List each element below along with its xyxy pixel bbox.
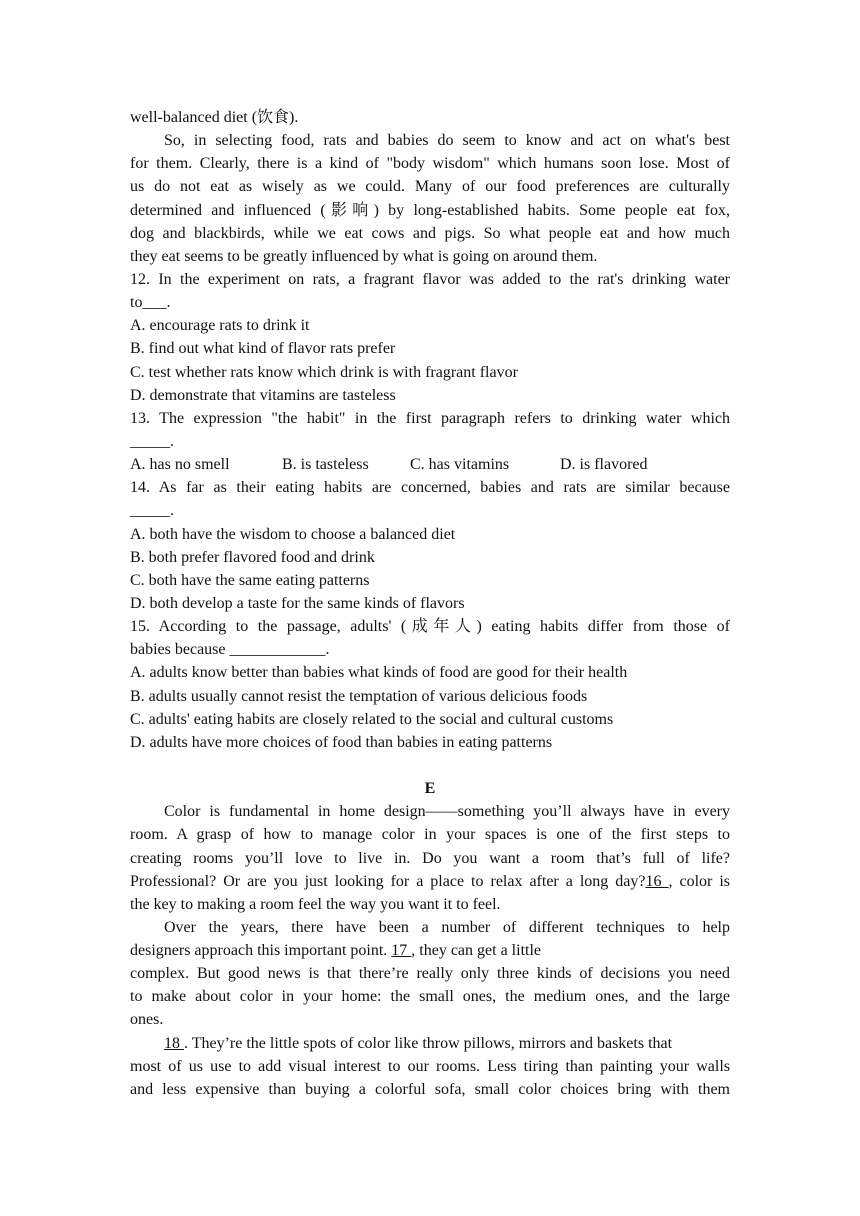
- question-14-option-d: D. both develop a taste for the same kinds of flavors: [130, 594, 465, 612]
- line-text: designers approach this important point.: [130, 942, 392, 960]
- question-12-option-c: C. test whether rats know which drink is with fragrant flavor: [130, 363, 518, 381]
- line-text: . They’re the little spots of color like throw pillows, mirrors and baskets that: [184, 1034, 673, 1052]
- paragraph-line: dog and blackbirds, while we eat cows and pigs. So what people eat and how much: [130, 224, 730, 242]
- line-text: , color is: [668, 872, 731, 890]
- question-15-option-a: A. adults know better than babies what kinds of food are good for their health: [130, 664, 628, 682]
- question-13-stem-end: _____.: [130, 432, 174, 450]
- question-14-option-b: B. both prefer flavored food and drink: [130, 548, 375, 566]
- question-13-stem: 13. The expression "the habit" in the first paragraph refers to drinking water which: [130, 409, 730, 427]
- question-15-stem: 15. According to the passage, adults' (成年人) eating habits differ from those of: [130, 618, 730, 636]
- question-15-option-b: B. adults usually cannot resist the temptation of various delicious foods: [130, 687, 588, 705]
- question-12-option-b: B. find out what kind of flavor rats prefer: [130, 340, 396, 358]
- question-12-stem: 12. In the experiment on rats, a fragrant flavor was added to the rat's drinking water: [130, 270, 730, 288]
- blank-line: [130, 754, 730, 777]
- paragraph-line: complex. But good news is that there’re really only three kinds of decisions you need: [130, 965, 730, 983]
- question-13-option-b: B. is tasteless: [282, 456, 369, 474]
- paragraph-line: determined and influenced (影响) by long-established habits. Some people eat fox,: [130, 201, 730, 219]
- text-line: well-balanced diet (饮食).: [130, 109, 299, 126]
- question-14-stem-end: _____.: [130, 502, 174, 520]
- paragraph-line: and less expensive than buying a colorful sofa, small color choices bring with them: [130, 1080, 730, 1098]
- paragraph-line: they eat seems to be greatly influenced by what is going on around them.: [130, 247, 598, 265]
- question-15-option-c: C. adults' eating habits are closely related to the social and cultural customs: [130, 710, 614, 728]
- question-13-option-c: C. has vitamins: [410, 456, 510, 474]
- question-12-option-d: D. demonstrate that vitamins are tasteless: [130, 386, 396, 404]
- paragraph-line: most of us use to add visual interest to our rooms. Less tiring than painting your walls: [130, 1057, 730, 1075]
- question-12-option-a: A. encourage rats to drink it: [130, 317, 310, 335]
- paragraph-line: [130, 939, 730, 962]
- line-text: , they can get a little: [411, 942, 542, 960]
- question-13-option-a: A. has no smell: [130, 456, 230, 474]
- section-heading-e: E: [424, 780, 436, 798]
- paragraph-line: Color is fundamental in home design——something you’ll always have in every: [164, 803, 730, 821]
- question-13-option-d: D. is flavored: [560, 456, 648, 474]
- question-15-option-d: D. adults have more choices of food than babies in eating patterns: [130, 733, 553, 751]
- paragraph-line: creating rooms you’ll love to live in. Do you want a room that’s full of life?: [130, 849, 730, 867]
- paragraph-line: to make about color in your home: the small ones, the medium ones, and the large: [130, 988, 730, 1006]
- text-column: [130, 106, 730, 1101]
- line-text: Professional? Or are you just looking for a place to relax after a long day?: [130, 872, 646, 890]
- blank-16: 16: [645, 872, 669, 890]
- question-13-options: [130, 453, 730, 476]
- question-14-option-a: A. both have the wisdom to choose a balanced diet: [130, 525, 456, 543]
- question-12-stem-end: to___.: [130, 294, 171, 312]
- blank-17: 17: [391, 942, 412, 960]
- paragraph-line: for them. Clearly, there is a kind of "body wisdom" which humans soon lose. Most of: [130, 155, 730, 173]
- question-14-stem: 14. As far as their eating habits are concerned, babies and rats are similar because: [130, 479, 730, 497]
- blank-18: 18: [164, 1034, 184, 1052]
- question-15-stem-end: babies because ____________.: [130, 641, 330, 659]
- paragraph-line: us do not eat as wisely as we could. Many of our food preferences are culturally: [130, 178, 730, 196]
- paragraph-line: ones.: [130, 1011, 164, 1029]
- question-14-option-c: C. both have the same eating patterns: [130, 571, 370, 589]
- paragraph-line: [130, 1032, 730, 1055]
- paragraph-line: So, in selecting food, rats and babies do seem to know and act on what's best: [164, 132, 730, 150]
- paragraph-line: [130, 870, 730, 893]
- paragraph-line: Over the years, there have been a number of different techniques to help: [164, 918, 730, 936]
- paragraph-line: room. A grasp of how to manage color in your spaces is one of the first steps to: [130, 826, 730, 844]
- paragraph-line: the key to making a room feel the way you want it to feel.: [130, 895, 501, 913]
